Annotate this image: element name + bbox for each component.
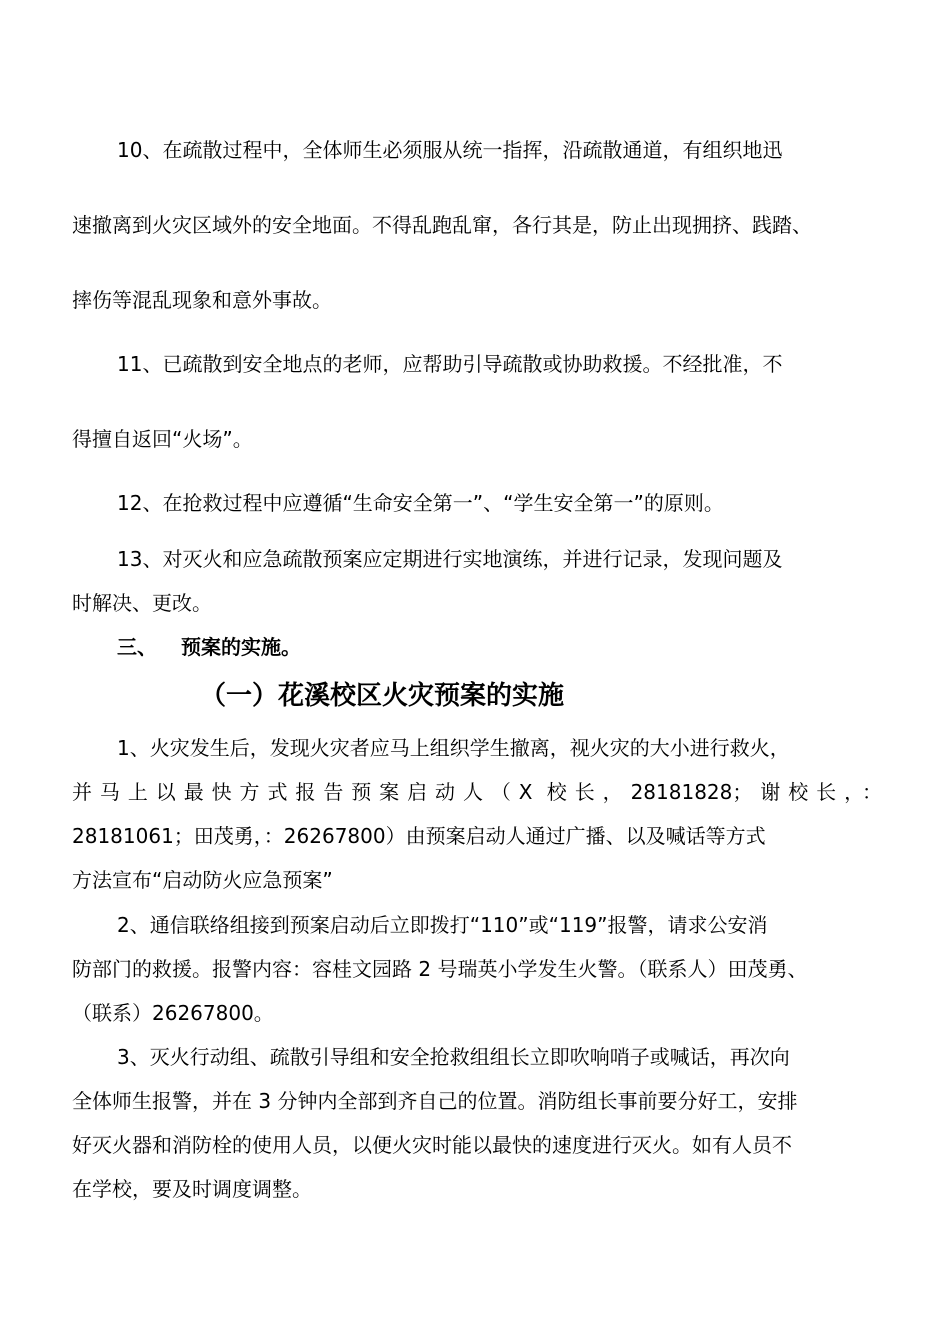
paragraph-line: 得擅自返回“火场”。: [72, 427, 253, 451]
paragraph-line: 28181061；田茂勇，：26267800）由预案启动人通过广播、以及喊话等方式: [72, 824, 766, 848]
paragraph-line: 方法宣布“启动防火应急预案”: [72, 868, 333, 892]
subsection-title: （一）花溪校区火灾预案的实施: [200, 681, 565, 711]
paragraph-line: 摔伤等混乱现象和意外事故。: [72, 288, 332, 312]
paragraph-line: 2、通信联络组接到预案启动后立即拨打“110”或“119”报警，请求公安消: [117, 913, 768, 937]
paragraph-line: 在学校，要及时调度调整。: [72, 1177, 312, 1201]
paragraph-line: 并马上以最快方式报告预案启动人（X 校长，28181828；谢校长，：: [72, 780, 882, 804]
paragraph-line: 好灭火器和消防栓的使用人员，以便火灾时能以最快的速度进行灭火。如有人员不: [72, 1133, 792, 1157]
section-number: 三、: [117, 635, 157, 659]
section-heading: [117, 633, 301, 661]
paragraph-line: 1、火灾发生后，发现火灾者应马上组织学生撤离，视火灾的大小进行救火，: [117, 736, 790, 760]
paragraph-line: 3、灭火行动组、疏散引导组和安全抢救组组长立即吹响哨子或喊话，再次向: [117, 1045, 790, 1069]
paragraph-line: 10、在疏散过程中，全体师生必须服从统一指挥，沿疏散通道，有组织地迅: [117, 138, 783, 162]
paragraph-line: 防部门的救援。报警内容：容桂文园路 2 号瑞英小学发生火警。（联系人）田茂勇、: [72, 957, 808, 981]
paragraph-line: 时解决、更改。: [72, 591, 212, 615]
paragraph-line: 速撤离到火灾区域外的安全地面。不得乱跑乱窜，各行其是，防止出现拥挤、践踏、: [72, 213, 812, 237]
paragraph-line: 13、对灭火和应急疏散预案应定期进行实地演练，并进行记录，发现问题及: [117, 547, 783, 571]
paragraph-line: （联系）26267800。: [72, 1001, 274, 1025]
paragraph-line: 12、在抢救过程中应遵循“生命安全第一”、“学生安全第一”的原则。: [117, 491, 724, 515]
paragraph-line: 11、已疏散到安全地点的老师，应帮助引导疏散或协助救援。不经批准，不: [117, 352, 783, 376]
paragraph-line: 全体师生报警，并在 3 分钟内全部到齐自己的位置。消防组长事前要分好工，安排: [72, 1089, 798, 1113]
section-title: 预案的实施。: [181, 635, 301, 659]
